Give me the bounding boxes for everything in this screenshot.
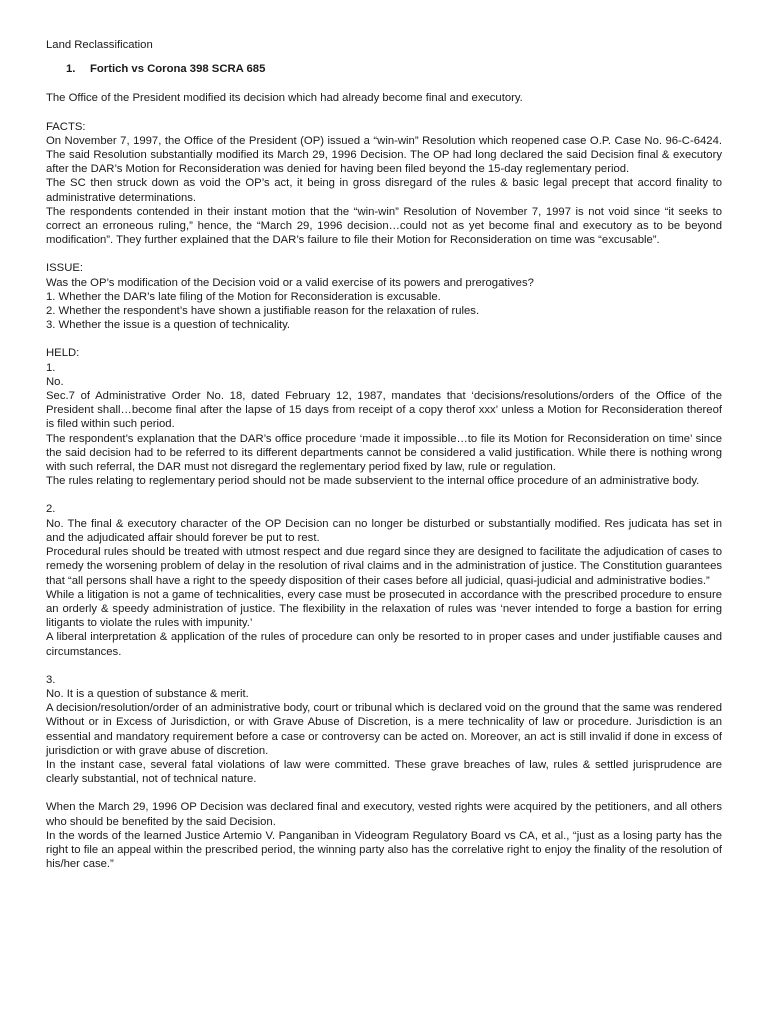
spacer [46,488,722,502]
held-number-3: 3. [46,673,56,686]
case-summary: The Office of the President modified its decision which had already become final and executory. [46,92,523,105]
held-number-1: 1. [46,361,56,374]
held-number-2: 2. [46,503,56,516]
held-paragraph: A liberal interpretation & application of the rules of procedure can only be resorted to in proper cases and under justifiable causes and circumstances. [46,631,722,658]
held-paragraph: While a litigation is not a game of technicalities, every case must be prosecuted in accordance with the prescribed procedure to ensure an orderly & speedy administration of justice. The flexibility in the relaxation of rules was ‘never intended to forge a bastion for erring litigants to violate the rules with impunity.’ [46,588,722,630]
held-paragraph: Procedural rules should be treated with utmost respect and due regard since they are designed to facilitate the adjudication of cases to remedy the worsening problem of delay in the resolution of rival claims and in the administration of justice. The Constitution guarantees that “all persons shall have a right to the speedy disposition of their cases before all judicial, quasi-judicial and administrative bodies.” [46,546,722,587]
issue-item: 1. Whether the DAR’s late filing of the Motion for Reconsideration is excusable. [46,290,441,303]
spacer [46,786,722,800]
closing-paragraph: In the words of the learned Justice Artemio V. Panganiban in Videogram Regulatory Board vs CA, et al., “just as a losing party has the right to file an appeal within the prescribed period, the winning party also has the correlative right to enjoy the finality of the resolution of his/her case.” [46,829,722,871]
held-paragraph: A decision/resolution/order of an administrative body, court or tribunal which is declared void on the ground that the same was rendered Without or in Excess of Jurisdiction, or with Grave Abuse of Discretion, is a mere technicality of law or procedure. Jurisdiction is an essential and mandatory requirement before a case or controversy can be acted on. Moreover, an act is still invalid if done in excess of jurisdiction or with grave abuse of discretion. [46,702,722,757]
held-label: HELD: [46,347,80,360]
case-number: 1. [66,63,76,76]
held-answer-1: No. [46,375,64,388]
held-paragraph: In the instant case, several fatal violations of law were committed. These grave breaches of law, rules & settled jurisprudence are clearly substantial, not of technical nature. [46,758,722,786]
closing-paragraph: When the March 29, 1996 OP Decision was declared final and executory, vested rights were acquired by the petitioners, and all others who should be benefited by the said Decision. [46,801,722,828]
held-paragraph: No. It is a question of substance & merit. [46,687,249,700]
held-paragraph: The respondent’s explanation that the DAR’s office procedure ‘made it impossible…to file its Motion for Reconsideration on time’ since the said decision had to be referred to its different departments cannot be considered a valid justification. While there is nothing wrong with such referral, the DAR must not disregard the reglementary period fixed by law, rule or regulation. [46,432,722,474]
issue-item: 2. Whether the respondent’s have shown a justifiable reason for the relaxation of rules. [46,305,480,318]
issue-question: Was the OP’s modification of the Decision void or a valid exercise of its powers and prerogatives? [46,276,534,289]
document-page [46,38,722,871]
issue-label: ISSUE: [46,262,84,275]
case-heading [66,62,722,76]
spacer [46,332,722,346]
facts-paragraph: The respondents contended in their instant motion that the “win-win” Resolution of November 7, 1997 is not void since “it seeks to correct an erroneous ruling,” hence, the “March 29, 1996 decision…could not as yet become final and executory as to be beyond modification”. They further explained that the DAR’s failure to file their Motion for Reconsideration on time was “excusable”. [46,205,722,247]
facts-label: FACTS: [46,120,86,133]
held-paragraph: No. The final & executory character of the OP Decision can no longer be disturbed or substantially modified. Res judicata has set in and the adjudicated affair should forever be put to rest. [46,517,722,544]
held-paragraph: The rules relating to reglementary period should not be made subservient to the internal office procedure of an administrative body. [46,475,700,488]
issue-item: 3. Whether the issue is a question of technicality. [46,319,291,332]
spacer [46,106,722,120]
facts-paragraph: The SC then struck down as void the OP’s act, it being in gross disregard of the rules & basic legal precept that accord finality to administrative determinations. [46,177,722,204]
facts-paragraph: On November 7, 1997, the Office of the President (OP) issued a “win-win” Resolution which reopened case O.P. Case No. 96-C-6424. The said Resolution substantially modified its March 29, 1996 Decision. The OP had long declared the said Decision final & executory after the DAR’s Motion for Reconsideration was denied for having been filed beyond the 15-day reglementary period. [46,134,722,176]
case-title: Fortich vs Corona 398 SCRA 685 [90,63,266,76]
document-title: Land Reclassification [46,39,153,51]
spacer [46,247,722,261]
spacer [46,659,722,673]
held-paragraph: Sec.7 of Administrative Order No. 18, dated February 12, 1987, mandates that ‘decisions/resolutions/orders of the Office of the President shall…become final after the lapse of 15 days from receipt of a copy therof xxx’ unless a Motion for Reconsideration thereof is filed within such period. [46,390,722,431]
